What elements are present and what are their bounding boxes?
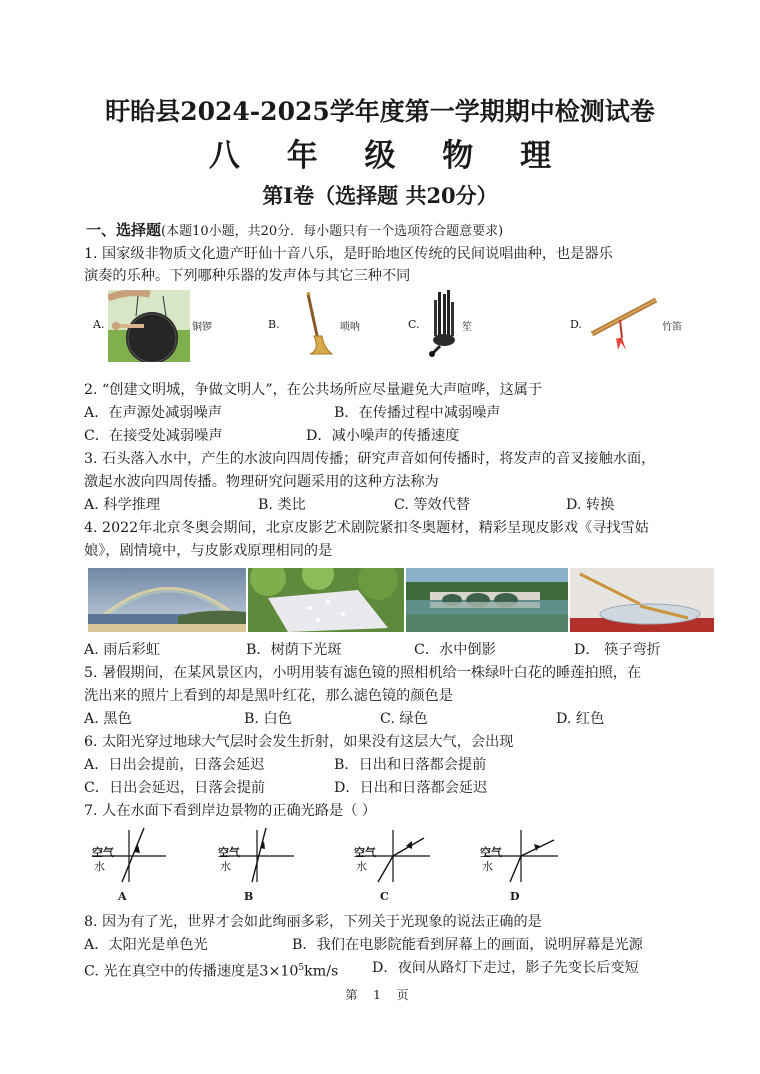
q4-line2: 娘》，剧情境中，与皮影戏原理相同的是 [84,543,333,559]
section-title: 一、选择题 [86,221,162,239]
q5-option-b: B. 白色 [244,711,292,727]
q3-line1: 3. 石头落入水中，产生的水波向四周传播；研究声音如何传播时，将发声的音叉接触水面， [84,451,656,467]
q1-option-d-letter: D. [570,318,582,331]
q2-line1: 2. “创建文明城，争做文明人”，在公共场所应尽量避免大声喧哗，这属于 [84,382,543,398]
q8-option-b: B．我们在电影院能看到屏幕上的画面，说明屏幕是光源 [292,937,643,953]
q1-option-b-label: 唢呐 [340,322,360,333]
q8-line1: 8. 因为有了光，世界才会如此绚丽多彩，下列关于光现象的说法正确的是 [84,914,542,930]
q3-option-c: C. 等效代替 [394,497,471,513]
q6-option-b: B．日出和日落都会提前 [334,757,487,773]
q4-option-a: A. 雨后彩虹 [84,642,161,658]
subject-title: 八 年 级 物 理 [208,138,570,174]
q7-air-label-a: 空气 [92,846,114,859]
q6-line1: 6. 太阳光穿过地球大气层时会发生折射，如果没有这层大气，会出现 [84,734,514,750]
q6-option-a: A．日出会提前，日落会延迟 [84,757,265,773]
q7-air-label-d: 空气 [480,846,502,859]
rainbow-image [88,568,246,632]
q1-option-a-label: 铜锣 [192,322,212,333]
part-title: 第Ⅰ卷（选择题 共20分） [262,183,498,208]
q2-option-b: B．在传播过程中减弱噪声 [334,405,501,421]
q3-line2: 激起水波向四周传播。物理研究问题采用的这种方法称为 [84,474,439,490]
q3-option-d: D. 转换 [566,497,615,513]
q4-option-d: D． 筷子弯折 [574,642,661,658]
q1-line2: 演奏的乐种。下列哪种乐器的发声体与其它三种不同 [84,268,411,284]
page-number: 第 1 页 [345,988,415,1002]
sheng-image [426,290,460,360]
q8-option-c [84,958,338,982]
q7-letter-d: D [510,890,520,903]
q7-water-label-d: 水 [482,860,493,873]
chopsticks-image [570,568,714,632]
q8-option-a: A．太阳光是单色光 [84,937,208,953]
q6-option-d: D．日出和日落都会延迟 [334,780,488,796]
q8-option-d: D．夜间从路灯下走过，影子先变长后变短 [372,960,639,976]
q7-line1: 7. 人在水面下看到岸边景物的正确光路是（ ） [84,803,377,819]
q4-option-c: C．水中倒影 [414,642,496,658]
q7-water-label-a: 水 [94,860,105,873]
q7-letter-c: C [380,890,389,903]
q5-line1: 5. 暑假期间，在某风景区内，小明用装有滤色镜的照相机给一株绿叶白花的睡莲拍照，在 [84,665,642,681]
q7-air-label-b: 空气 [218,846,240,859]
q7-diagram-b [214,826,298,902]
q5-option-c: C. 绿色 [380,711,428,727]
q4-line1: 4. 2022年北京冬奥会期间，北京皮影艺术剧院紧扣冬奥题材，精彩呈现皮影戏《寻找雪姑 [84,520,649,536]
q3-option-b: B. 类比 [258,497,306,513]
q5-option-a: A. 黑色 [84,711,132,727]
q1-line1: 1. 国家级非物质文化遗产盱仙十音八乐，是盱眙地区传统的民间说唱曲种，也是器乐 [84,246,613,262]
q1-option-b-letter: B. [268,318,280,331]
q1-option-a-letter: A. [93,318,105,331]
suona-image [298,292,338,358]
q5-option-d: D. 红色 [556,711,605,727]
q8-option-c-exponent: 5 [298,963,305,973]
q7-letter-b: B [244,890,254,903]
q6-option-c: C．日出会延迟，日落会提前 [84,780,266,796]
q1-option-d-label: 竹笛 [662,322,682,333]
q8-option-c-unit: km/s [304,963,339,980]
q2-option-a: A．在声源处减弱噪声 [84,405,222,421]
q8-option-c-text: C. 光在真空中的传播速度是3×10 [84,963,299,980]
section-note: (本题10小题，共20分．每小题只有一个选项符合题意要求) [161,224,504,239]
tree-shade-image [248,568,404,632]
q7-diagram-d [478,826,562,902]
q7-water-label-b: 水 [220,860,231,873]
q1-option-c-label: 笙 [462,322,472,333]
q1-option-c-letter: C. [408,318,420,331]
q4-option-b: B．树荫下光斑 [246,642,342,658]
q7-diagram-c [350,826,434,902]
section-heading [86,220,503,242]
q5-line2: 洗出来的照片上看到的却是黑叶红花，那么滤色镜的颜色是 [84,688,453,704]
exam-title: 盱眙县2024-2025学年度第一学期期中检测试卷 [105,97,655,126]
q7-air-label-c: 空气 [354,846,376,859]
q7-diagram-a [86,826,170,902]
q7-letter-a: A [118,890,127,903]
water-reflection-image [406,568,568,632]
dizi-flute-image [588,294,660,352]
q2-option-d: D．减小噪声的传播速度 [306,428,460,444]
q7-water-label-c: 水 [356,860,367,873]
q3-option-a: A. 科学推理 [84,497,161,513]
gong-image [108,290,190,362]
q2-option-c: C．在接受处减弱噪声 [84,428,223,444]
